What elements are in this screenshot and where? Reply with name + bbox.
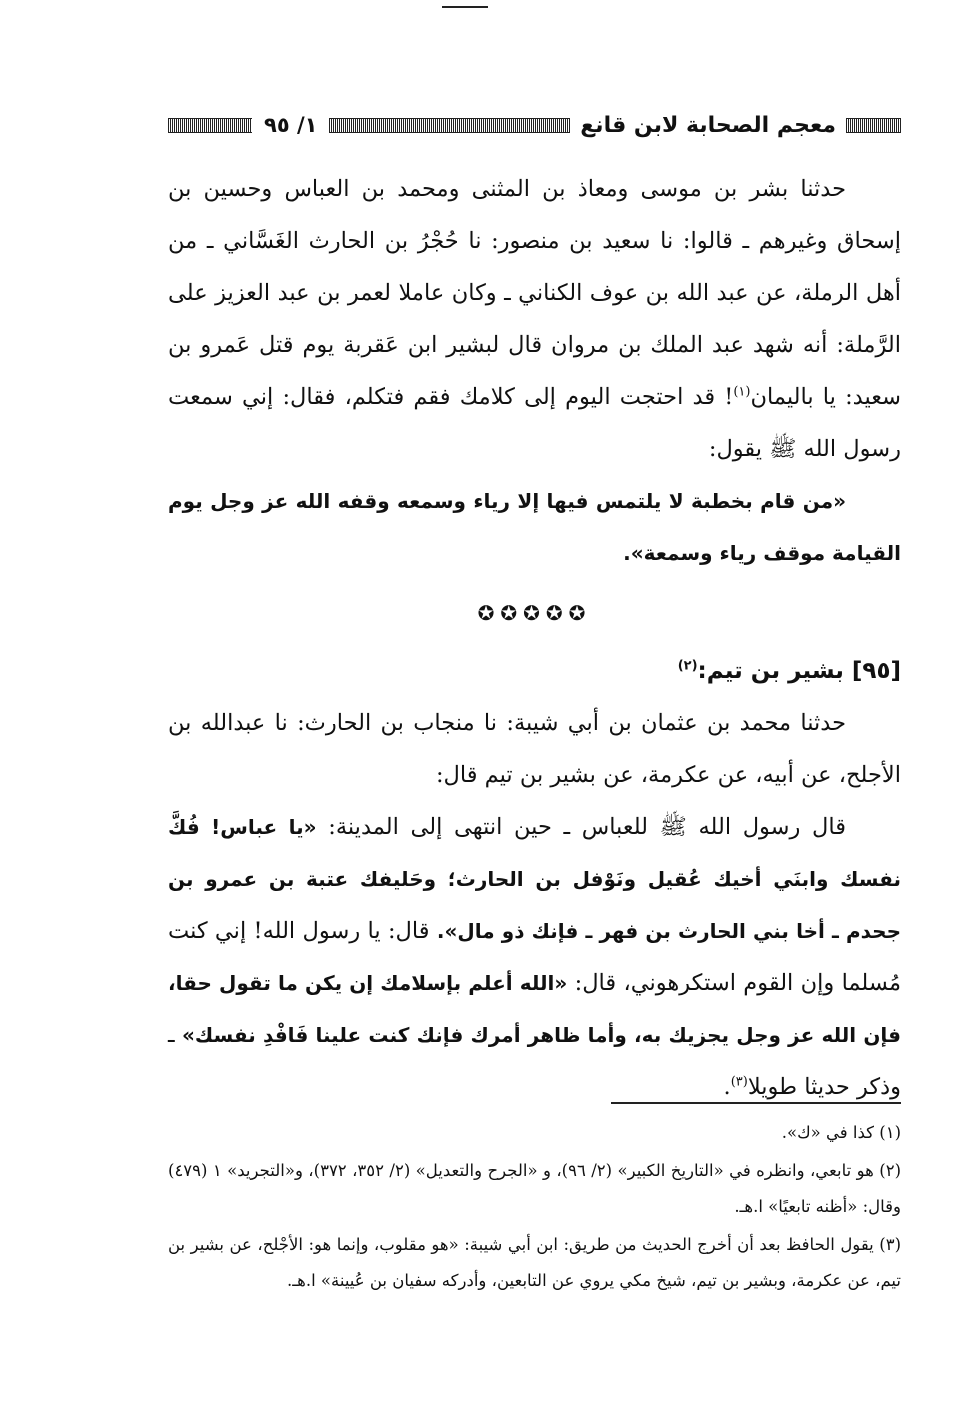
footnote: (٢) هو تابعي، وانظره في «التاريخ الكبير» (٢/ ٩٦)، و «الجرح والتعديل» (٢/ ٣٥٢، ٣٧٢)، و«التجريد» ١ (٤٧٩) وقال: «أظنه تابعيًا» ا.هـ. — [168, 1161, 902, 1216]
header-ornament-bar — [226, 118, 252, 133]
page-number: ١/ ٩٥ — [264, 113, 318, 137]
paragraph: حدثنا محمد بن عثمان بن أبي شيبة: نا منجاب بن الحارث: نا عبدالله بن الأجلح، عن أبيه، عن عكرمة، عن بشير بن تيم قال: — [168, 710, 901, 788]
paragraph — [168, 163, 901, 475]
footnote: (٣) يقول الحافظ بعد أن أخرج الحديث من طريق: ابن أبي شيبة: «هو مقلوب، وإنما هو: الأجْلح، عن بشير بن تيم، عن عكرمة، وبشير بن تيم، شيخ مكي يروي عن التابعين، وأدركه سفيان بن عُيينة» ا.هـ. — [168, 1235, 901, 1290]
hadith-quote: «الله أعلم بإسلامك إن يكن ما تقول حقا، فإن الله عز وجل يجزيك به، وأما ظاهر أمرك فإنك كنت علينا فَافْدِ نفسك» — [168, 971, 902, 1047]
footnote-ref: (٣) — [730, 1074, 748, 1090]
main-text — [168, 163, 901, 1113]
footnote-ref: (٢) — [677, 658, 698, 674]
footnotes — [168, 1115, 901, 1301]
paragraph-text: حدثنا بشر بن موسى ومعاذ بن المثنى ومحمد بن العباس وحسين بن إسحاق وغيرهم ـ قالوا: نا سعيد بن منصور: نا حُجْرُ بن الحارث الغَسَّاني ـ من أهل الرملة، عن عبد الله بن عوف الكناني ـ وكان عاملا لعمر بن عبد العزيز على الرَّملة: أنه شهد عبد الملك بن مروان قال لبشير ابن عَقربة يوم قتل عَمرو بن سعيد: يا باليمان — [168, 176, 901, 410]
footnote: (١) كذا في «ك». — [781, 1123, 901, 1142]
paragraph-text: قال: يا رسول الله! إني كنت مُسلما وإن القوم استكرهوني، قال: — [168, 918, 901, 996]
footnote-ref: (١) — [733, 384, 751, 400]
paragraph-text: . — [723, 1074, 731, 1100]
paragraph — [168, 801, 901, 1113]
book-title: معجم الصحابة لابن قانع — [580, 112, 836, 138]
top-rule — [442, 6, 488, 8]
entry-heading-text: [٩٥] بشير بن تيم: — [697, 658, 901, 684]
hadith-quote: «يا عباس! فُكَّ نفسك وابنَي أخيك عُقيل ونَوْفل بن الحارث؛ وحَليفك عتبة بن عمرو بن جحدم ـ أخا بني الحارث بن فهر ـ فإنك ذو مال». — [168, 815, 902, 943]
paragraph-text: ! قد احتجت اليوم إلى كلامك فقم فتكلم، فقال: إني سمعت رسول الله ﷺ يقول: — [168, 384, 901, 462]
header-ornament-bar — [329, 118, 570, 133]
header-ornament-bar — [168, 118, 226, 133]
footnote-separator — [611, 1102, 901, 1104]
running-header — [168, 108, 901, 142]
header-ornament-bar — [846, 118, 901, 133]
entry-heading — [168, 645, 901, 697]
hadith-quote: «من قام بخطبة لا يلتمس فيها إلا رياء وسمعه وقفه الله عز وجل يوم القيامة موقف رياء وسمعة». — [168, 489, 901, 565]
section-separator: ✪✪✪✪✪ — [477, 601, 592, 625]
paragraph-text: ـ وذكر حديثا طويلا — [168, 1022, 901, 1100]
paragraph-text: قال رسول الله ﷺ للعباس ـ حين انتهى إلى المدينة: — [316, 814, 846, 840]
